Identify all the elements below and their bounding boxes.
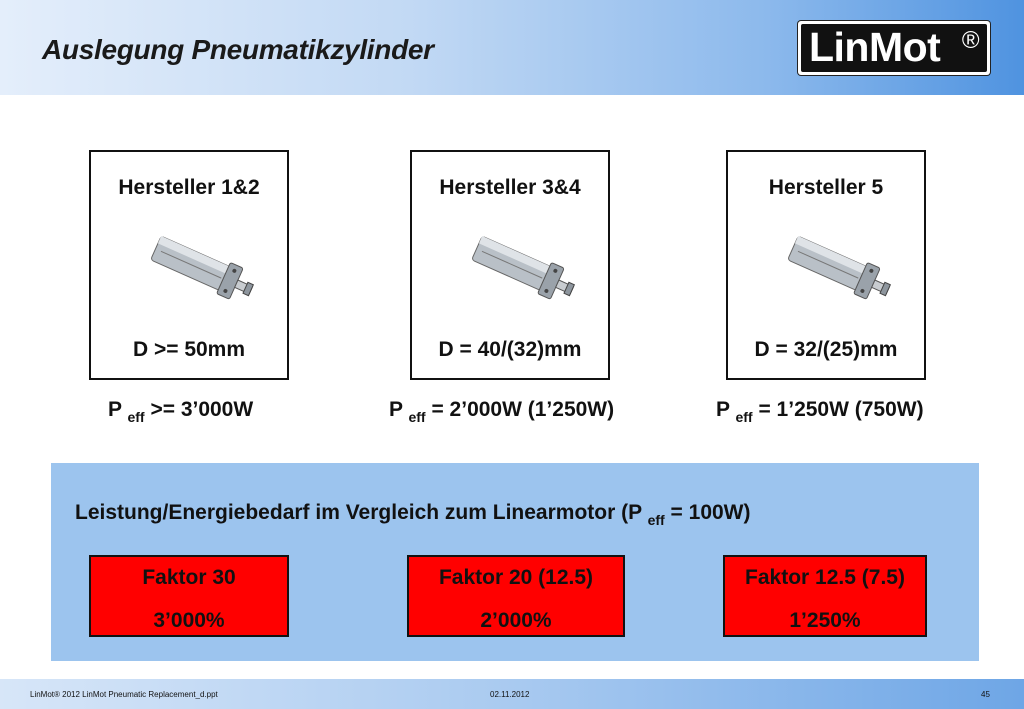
power-effective-1	[108, 398, 253, 425]
pneumatic-cylinder-icon	[143, 230, 263, 310]
p-symbol: P	[716, 398, 730, 421]
factor-box-1	[89, 555, 289, 637]
comparison-heading	[75, 501, 751, 528]
heading-text-end: = 100W)	[670, 501, 751, 524]
factor-percent: 2’000%	[480, 609, 552, 632]
eff-subscript: eff	[408, 409, 426, 425]
header-bar	[0, 0, 1024, 95]
factor-label: Faktor 12.5 (7.5)	[745, 566, 905, 589]
factor-label: Faktor 30	[142, 566, 236, 589]
manufacturer-card-2	[410, 150, 610, 380]
card-title: Hersteller 3&4	[439, 176, 581, 199]
eff-subscript: eff	[735, 409, 753, 425]
p-symbol: P	[389, 398, 403, 421]
p-value: = 1’250W (750W)	[758, 398, 924, 421]
factor-box-3	[723, 555, 927, 637]
card-diameter: D = 40/(32)mm	[438, 338, 582, 361]
footer-bar	[0, 679, 1024, 709]
card-diameter: D = 32/(25)mm	[754, 338, 898, 361]
factor-label: Faktor 20 (12.5)	[438, 566, 594, 589]
p-value: >= 3’000W	[150, 398, 254, 421]
factor-box-2	[407, 555, 625, 637]
card-title: Hersteller 1&2	[118, 176, 260, 199]
registered-mark: ®	[961, 27, 979, 54]
manufacturer-card-1	[89, 150, 289, 380]
card-diameter: D >= 50mm	[132, 338, 246, 361]
footer-page-number: 45	[981, 690, 990, 699]
p-symbol: P	[108, 398, 122, 421]
eff-subscript: eff	[127, 409, 145, 425]
heading-text: Leistung/Energiebedarf im Vergleich zum Linearmotor (P	[75, 501, 642, 524]
manufacturer-card-3	[726, 150, 926, 380]
factor-percent: 3’000%	[153, 609, 225, 632]
eff-subscript: eff	[647, 512, 665, 528]
logo-text: LinMot	[809, 24, 941, 70]
logo-box	[801, 24, 987, 72]
pneumatic-cylinder-icon	[780, 230, 900, 310]
footer-date: 02.11.2012	[490, 690, 530, 699]
pneumatic-cylinder-icon	[464, 230, 584, 310]
p-value: = 2’000W (1’250W)	[431, 398, 615, 421]
power-effective-2	[389, 398, 614, 425]
page-title: Auslegung Pneumatikzylinder	[42, 34, 434, 65]
power-effective-3	[716, 398, 924, 425]
comparison-panel	[51, 463, 979, 661]
card-title: Hersteller 5	[768, 176, 884, 199]
footer-filename: LinMot® 2012 LinMot Pneumatic Replacement_d.ppt	[30, 690, 218, 699]
linmot-logo	[798, 21, 990, 75]
factor-percent: 1’250%	[789, 609, 861, 632]
